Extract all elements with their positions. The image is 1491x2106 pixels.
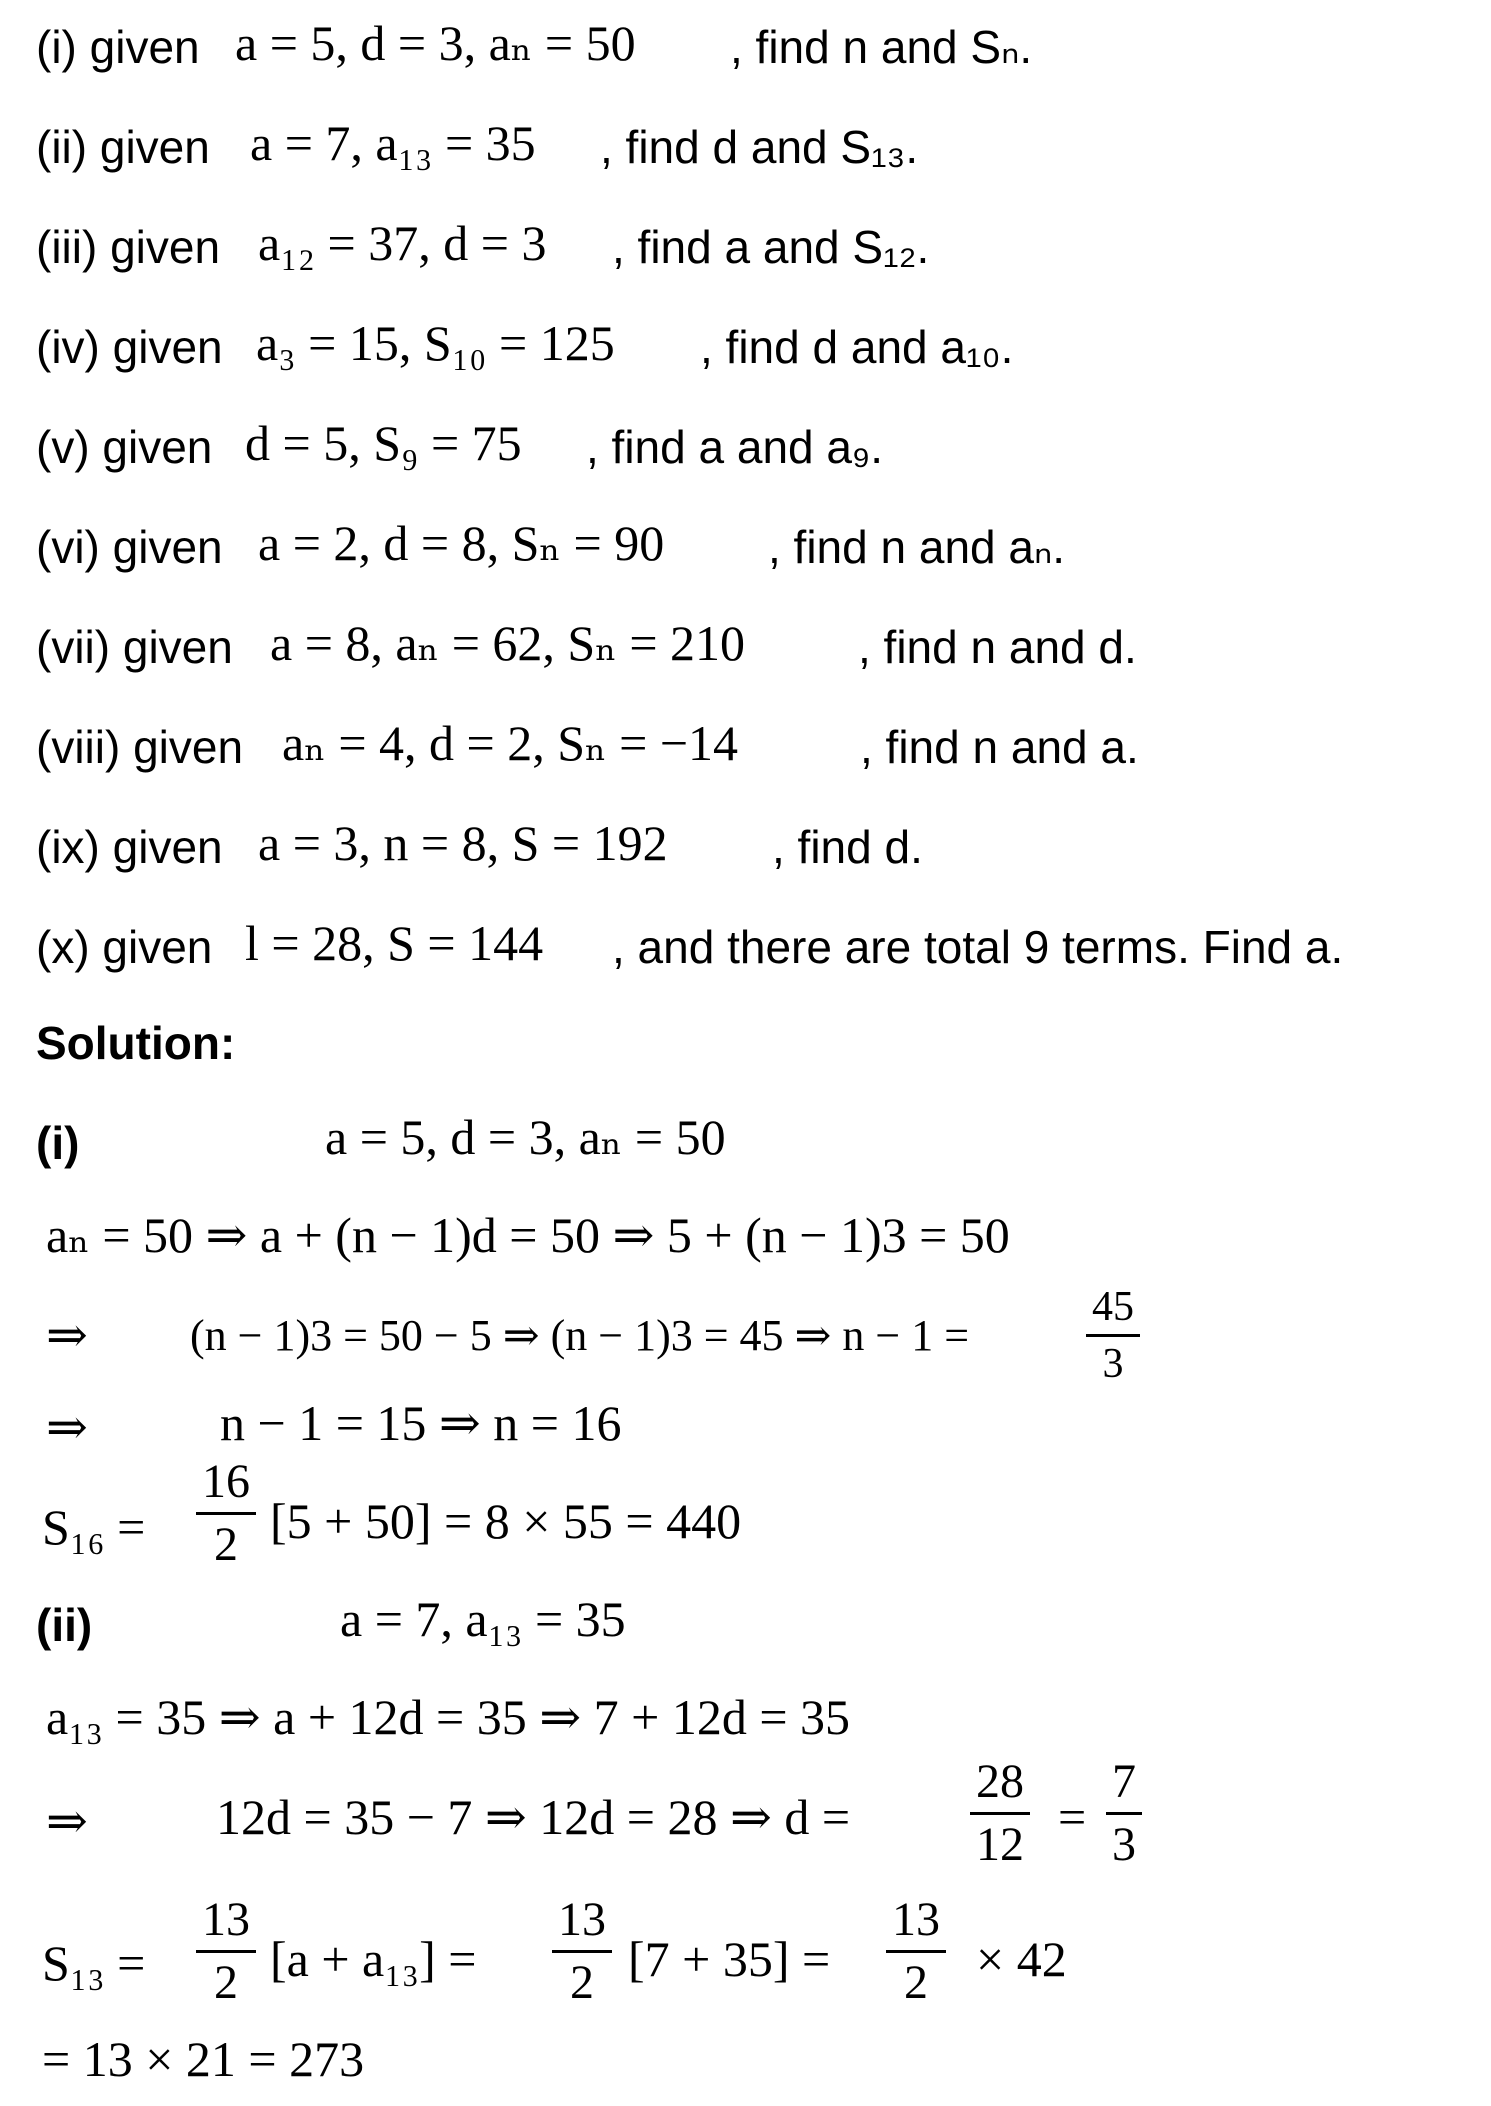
- equation-line: [a + a₁₃] =: [270, 1931, 477, 1987]
- question-label: (viii) given: [36, 721, 244, 773]
- equation-line: [5 + 50] = 8 × 55 = 440: [270, 1493, 742, 1549]
- fraction-denominator: 3: [1112, 1818, 1136, 1871]
- question-given-math: a = 5, d = 3, aₙ = 50: [235, 15, 636, 71]
- question-task: , find n and aₙ.: [768, 521, 1066, 573]
- fraction-denominator: 12: [976, 1818, 1024, 1871]
- equation-line: = 13 × 21 = 273: [42, 2031, 365, 2087]
- equation-line: × 42: [976, 1931, 1067, 1987]
- fraction-numerator: 45: [1092, 1284, 1134, 1330]
- equation-line: (n − 1)3 = 50 − 5 ⇒ (n − 1)3 = 45 ⇒ n − 1 =: [190, 1311, 970, 1360]
- question-given-math: d = 5, S₉ = 75: [245, 415, 522, 471]
- fraction-denominator: 2: [570, 1956, 594, 2009]
- fraction-numerator: 7: [1112, 1755, 1136, 1808]
- fraction-denominator: 2: [214, 1956, 238, 2009]
- equation-lhs: S₁₃ =: [42, 1935, 146, 1991]
- question-task: , find a and a₉.: [586, 421, 884, 473]
- question-given-math: a = 8, aₙ = 62, Sₙ = 210: [270, 615, 746, 671]
- question-label: (i) given: [36, 21, 200, 73]
- given-equation: a = 7, a₁₃ = 35: [340, 1591, 626, 1647]
- question-label: (vii) given: [36, 621, 233, 673]
- question-given-math: aₙ = 4, d = 2, Sₙ = −14: [282, 715, 739, 771]
- fraction: [970, 1755, 1030, 1871]
- fraction-numerator: 13: [892, 1893, 940, 1946]
- fraction: [196, 1455, 256, 1571]
- question-task: , find a and S₁₂.: [612, 221, 930, 273]
- question-task: , find n and Sₙ.: [730, 21, 1033, 73]
- equation-line: 12d = 35 − 7 ⇒ 12d = 28 ⇒ d =: [216, 1789, 851, 1845]
- question-given-math: l = 28, S = 144: [245, 915, 544, 971]
- implies-arrow: ⇒: [46, 1307, 88, 1363]
- question-task: , find n and a.: [860, 721, 1139, 773]
- question-task: , find n and d.: [858, 621, 1137, 673]
- question-label: (vi) given: [36, 521, 223, 573]
- fraction-denominator: 3: [1102, 1341, 1124, 1387]
- question-given-math: a = 2, d = 8, Sₙ = 90: [258, 515, 665, 571]
- question-label: (x) given: [36, 921, 213, 973]
- fraction-numerator: 13: [202, 1893, 250, 1946]
- question-given-math: a = 7, a₁₃ = 35: [250, 115, 536, 171]
- part-label: (ii): [36, 1599, 93, 1651]
- question-label: (iii) given: [36, 221, 221, 273]
- implies-arrow: ⇒: [46, 1793, 88, 1849]
- fraction: [552, 1893, 612, 2009]
- fraction-numerator: 13: [558, 1893, 606, 1946]
- fraction: [1086, 1286, 1140, 1385]
- question-label: (ix) given: [36, 821, 223, 873]
- fraction-numerator: 16: [202, 1455, 250, 1508]
- solution-heading: Solution:: [36, 1017, 236, 1069]
- equation-line: n − 1 = 15 ⇒ n = 16: [220, 1395, 622, 1451]
- fraction: [196, 1893, 256, 2009]
- question-task: , and there are total 9 terms. Find a.: [612, 921, 1344, 973]
- question-label: (ii) given: [36, 121, 210, 173]
- question-given-math: a = 3, n = 8, S = 192: [258, 815, 668, 871]
- question-label: (v) given: [36, 421, 213, 473]
- question-label: (iv) given: [36, 321, 223, 373]
- part-label: (i): [36, 1117, 80, 1169]
- given-equation: a = 5, d = 3, aₙ = 50: [325, 1109, 726, 1165]
- equation-line: [7 + 35] =: [628, 1931, 831, 1987]
- fraction-denominator: 2: [904, 1956, 928, 2009]
- equation-line: aₙ = 50 ⇒ a + (n − 1)d = 50 ⇒ 5 + (n − 1)3 = 50: [46, 1207, 1010, 1263]
- question-given-math: a₃ = 15, S₁₀ = 125: [256, 315, 615, 371]
- equation-lhs: S₁₆ =: [42, 1499, 146, 1555]
- fraction-denominator: 2: [214, 1518, 238, 1571]
- question-task: , find d and S₁₃.: [600, 121, 919, 173]
- fraction: [1106, 1755, 1142, 1871]
- fraction-numerator: 28: [976, 1755, 1024, 1808]
- question-task: , find d.: [772, 821, 923, 873]
- implies-arrow: ⇒: [46, 1399, 88, 1455]
- equals-sign: =: [1058, 1789, 1087, 1845]
- question-task: , find d and a₁₀.: [700, 321, 1014, 373]
- fraction: [886, 1893, 946, 2009]
- question-given-math: a₁₂ = 37, d = 3: [258, 215, 547, 271]
- equation-line: a₁₃ = 35 ⇒ a + 12d = 35 ⇒ 7 + 12d = 35: [46, 1689, 851, 1745]
